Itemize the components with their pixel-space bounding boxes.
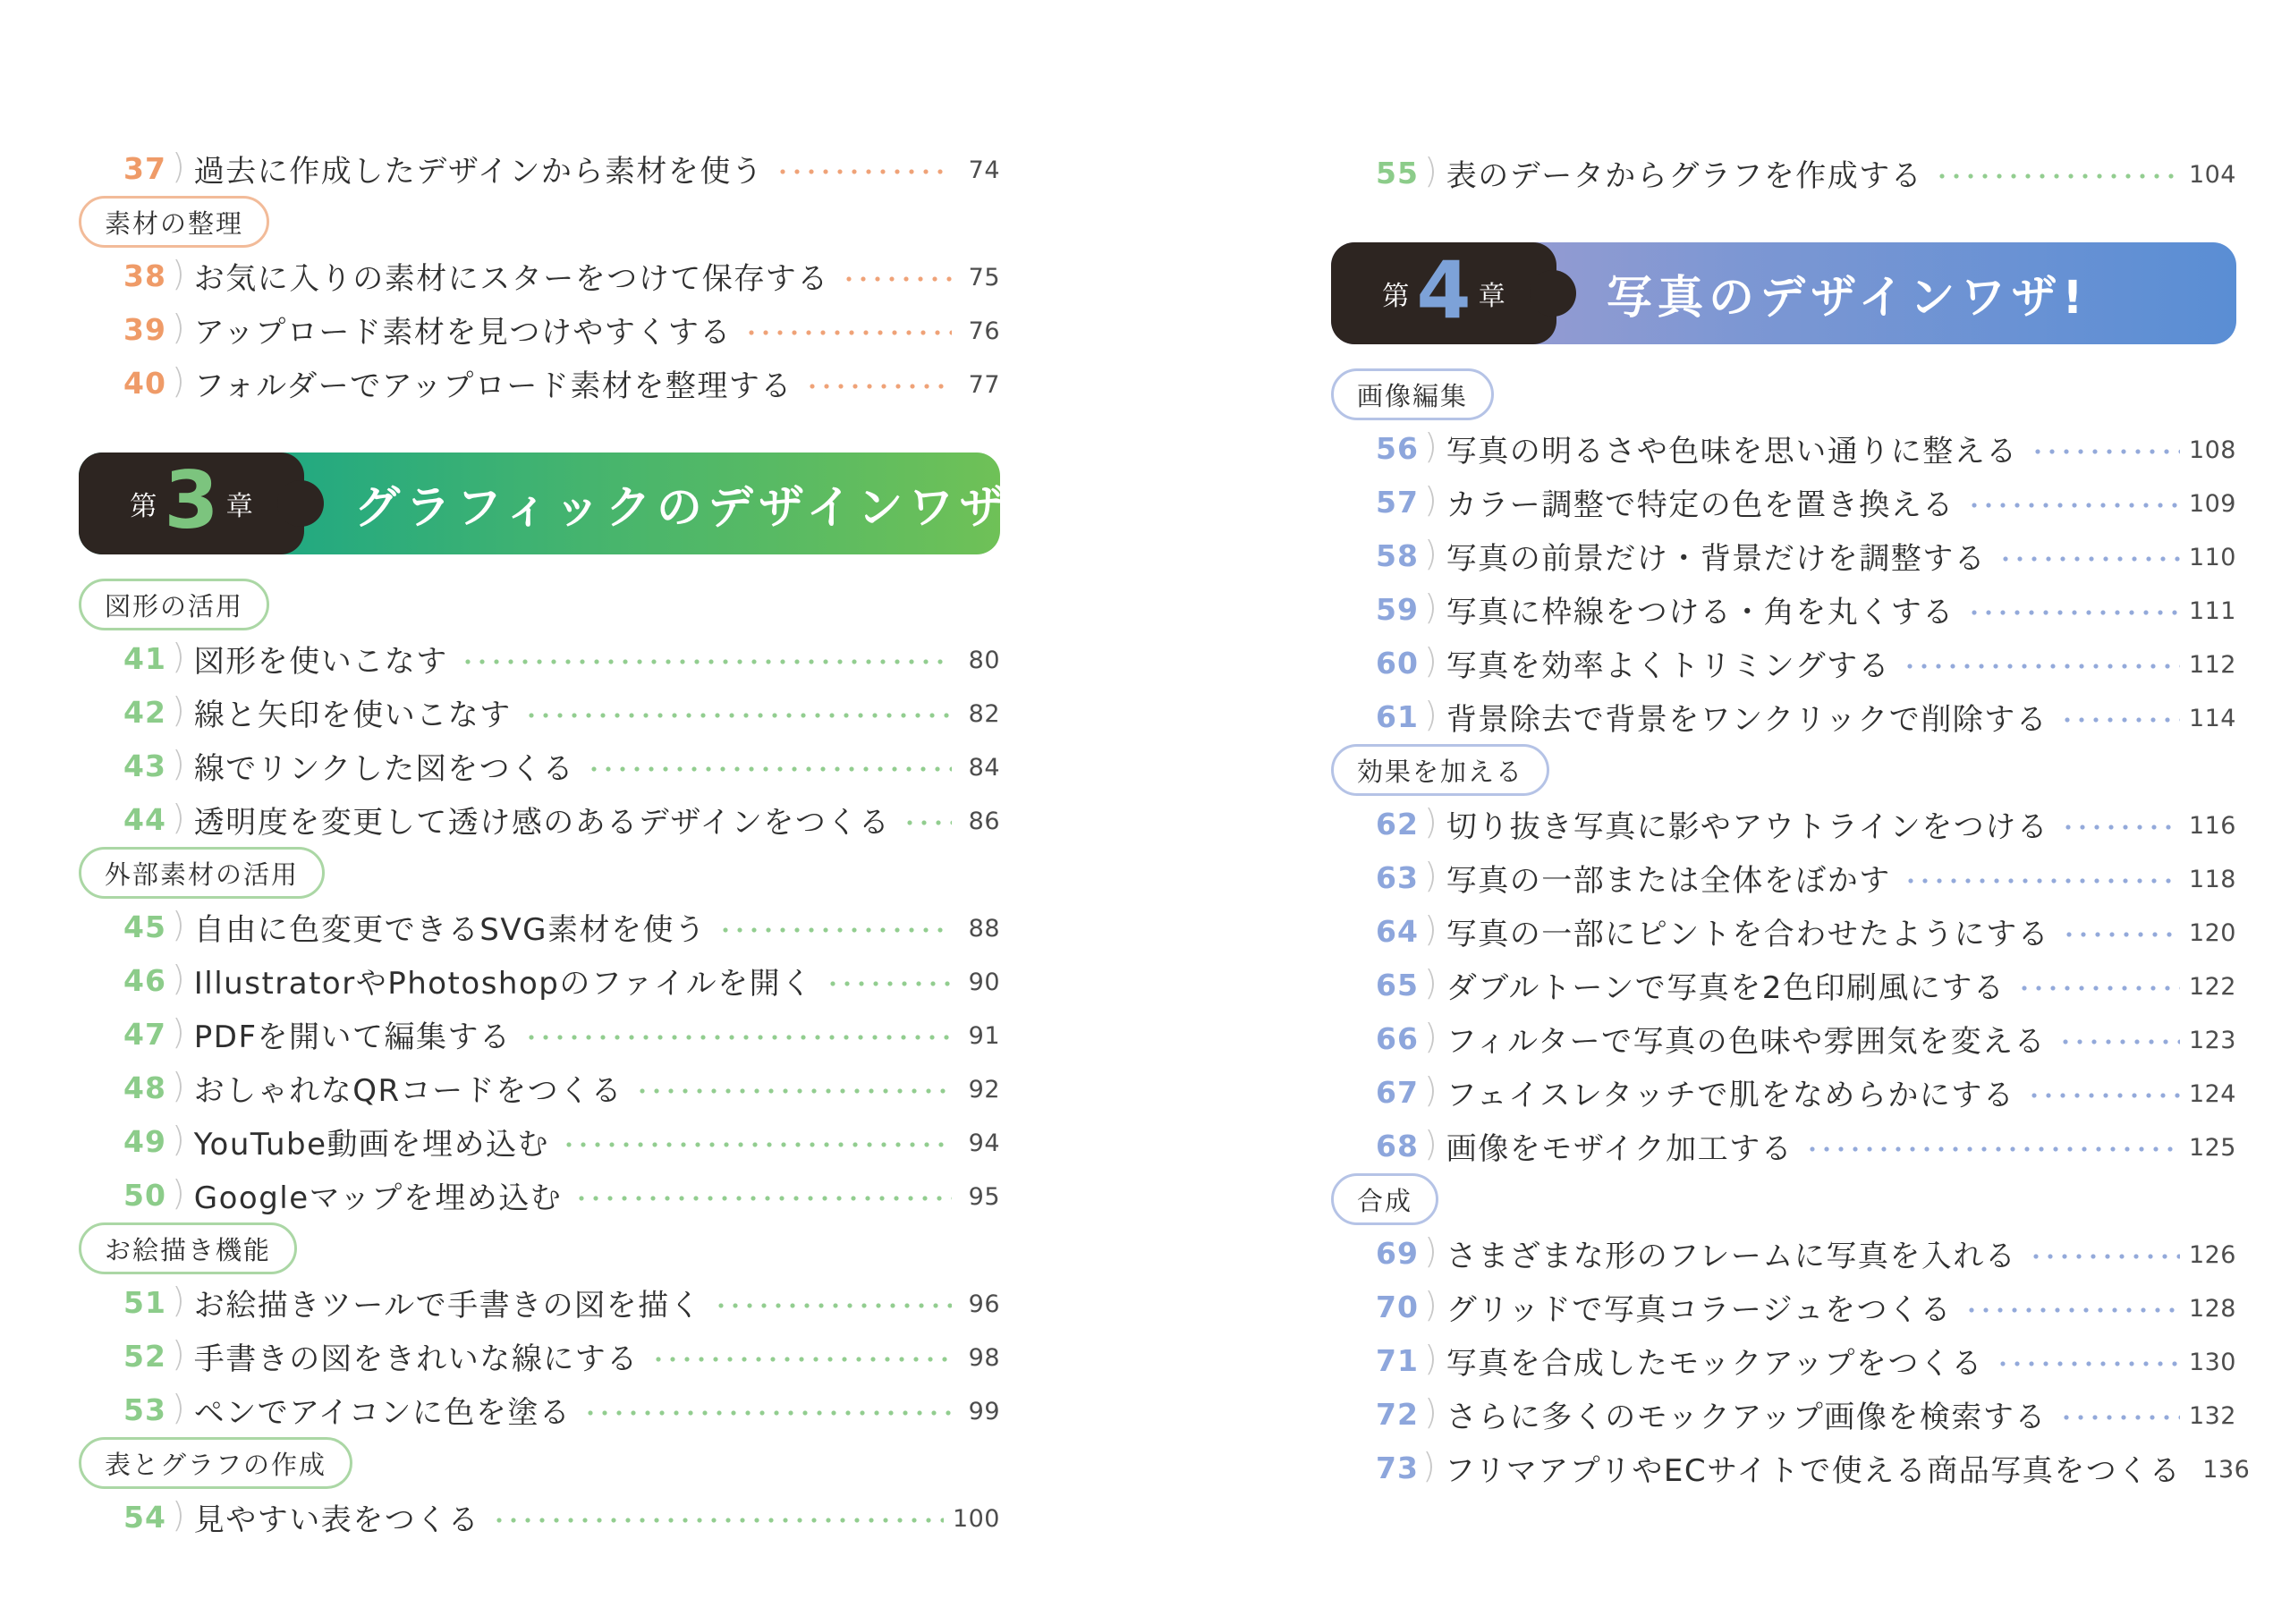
entry-number: 66 (1376, 1020, 1419, 1056)
dot-leader (2058, 1037, 2180, 1046)
entry-page-number: 88 (968, 914, 1000, 943)
entry-number-separator-icon: ) (1423, 909, 1438, 949)
dot-leader (1935, 172, 2180, 181)
toc-entry (1331, 1065, 2236, 1119)
entry-number: 70 (1376, 1289, 1419, 1324)
entry-title: グリッドで写真コラージュをつくる (1446, 1291, 1953, 1328)
dot-leader (1805, 1145, 2180, 1154)
entry-number-separator-icon: ) (171, 1012, 185, 1052)
chapter-number-block (79, 453, 304, 554)
section-badge-row (1331, 743, 2236, 797)
section-badge: お絵描き機能 (79, 1222, 297, 1274)
entry-page-number: 128 (2188, 1294, 2236, 1323)
entry-number-separator-icon: ) (1423, 963, 1438, 1002)
entry-title: 図形を使いこなす (193, 643, 448, 680)
entry-number-separator-icon: ) (171, 308, 185, 347)
dot-leader (562, 1140, 952, 1149)
chapter-number-block (1331, 242, 1556, 344)
toc-entry (79, 631, 1000, 685)
section-badge-row (1331, 368, 2236, 421)
entry-number: 47 (123, 1016, 166, 1052)
entry-title: さまざまな形のフレームに写真を入れる (1446, 1238, 2017, 1274)
toc-entry (79, 1114, 1000, 1168)
dot-leader (524, 711, 952, 720)
toc-entry (1331, 1280, 2236, 1333)
entry-page-number: 75 (968, 263, 1000, 292)
entry-number: 57 (1376, 484, 1419, 520)
entry-number-separator-icon: ) (171, 254, 185, 293)
dot-leader (2061, 823, 2180, 832)
entry-title: さらに多くのモックアップ画像を検索する (1446, 1399, 2047, 1435)
entry-page-number: 95 (968, 1182, 1000, 1211)
section-badge: 表とグラフの作成 (79, 1437, 352, 1489)
entry-number-separator-icon: ) (1423, 1392, 1438, 1432)
entry-page-number: 124 (2188, 1079, 2236, 1108)
section-badge: 効果を加える (1331, 744, 1549, 796)
dot-leader (2031, 447, 2180, 456)
dot-leader (2060, 715, 2180, 724)
entry-title: 表のデータからグラフを作成する (1446, 157, 1923, 194)
entry-number-separator-icon: ) (1423, 1124, 1438, 1163)
toc-entry (1331, 529, 2236, 582)
entry-number-separator-icon: ) (171, 1334, 185, 1374)
entry-number: 61 (1376, 698, 1419, 734)
entry-number-separator-icon: ) (1423, 588, 1438, 627)
dot-leader (2017, 984, 2180, 993)
toc-entry (1331, 1226, 2236, 1280)
entry-title: PDFを開いて編集する (193, 1019, 512, 1055)
entry-number-separator-icon: ) (171, 1388, 185, 1427)
entry-page-number: 116 (2188, 811, 2236, 840)
entry-number: 64 (1376, 913, 1419, 949)
entry-title: 見やすい表をつくる (193, 1501, 480, 1538)
toc-entry (79, 1168, 1000, 1222)
entry-page-number: 112 (2188, 650, 2236, 679)
toc-entry (79, 900, 1000, 953)
entry-number: 69 (1376, 1235, 1419, 1271)
toc-column-left (79, 0, 1037, 1544)
entry-page-number: 122 (2188, 972, 2236, 1001)
dot-leader (2059, 1413, 2180, 1422)
chapter-prefix: 第 (130, 491, 157, 522)
entry-title: Googleマップを埋め込む (193, 1180, 563, 1216)
entry-number: 62 (1376, 806, 1419, 842)
entry-page-number: 99 (968, 1397, 1000, 1425)
entry-title: 過去に作成したデザインから素材を使う (193, 153, 764, 190)
entry-number: 46 (123, 962, 166, 998)
entry-page-number: 111 (2188, 596, 2236, 625)
entry-page-number: 136 (2202, 1455, 2251, 1484)
section-badge: 外部素材の活用 (79, 847, 325, 899)
entry-number: 40 (123, 365, 166, 401)
entry-page-number: 120 (2188, 918, 2236, 947)
dot-leader (492, 1516, 944, 1525)
dot-leader (744, 328, 952, 337)
dot-leader (635, 1087, 952, 1095)
entry-number-separator-icon: ) (1423, 1231, 1438, 1271)
toc-entry (79, 302, 1000, 356)
entry-title: お絵描きツールで手書きの図を描く (193, 1287, 702, 1324)
entry-page-number: 118 (2188, 865, 2236, 893)
entry-number: 50 (123, 1177, 166, 1213)
entry-number-separator-icon: ) (1423, 427, 1438, 466)
section-badge-row (79, 578, 1000, 631)
chapter-banner (79, 453, 1037, 554)
entry-title: 手書きの図をきれいな線にする (193, 1341, 639, 1377)
entry-number: 63 (1376, 859, 1419, 895)
entry-page-number: 125 (2188, 1133, 2236, 1162)
entry-page-number: 110 (2188, 543, 2236, 571)
entry-number: 72 (1376, 1396, 1419, 1432)
dot-leader (718, 926, 952, 935)
entry-number-separator-icon: ) (1423, 856, 1438, 895)
chapter-suffix: 章 (1478, 281, 1505, 312)
chapter-suffix: 章 (225, 491, 253, 522)
toc-entry (79, 1490, 1000, 1544)
entry-number: 55 (1376, 155, 1419, 190)
toc-column-right (1331, 0, 2251, 1494)
entry-number-separator-icon: ) (1423, 1017, 1438, 1056)
dot-leader (2027, 1091, 2180, 1100)
section-badge-row (79, 195, 1000, 249)
dot-leader (574, 1194, 952, 1203)
entry-title: 写真の一部または全体をぼかす (1446, 862, 1891, 899)
entry-number: 43 (123, 748, 166, 783)
entry-page-number: 126 (2188, 1240, 2236, 1269)
entry-number-separator-icon: ) (171, 798, 185, 837)
toc-entry (79, 1007, 1000, 1061)
toc-entry (79, 739, 1000, 792)
entry-number: 73 (1376, 1450, 1419, 1485)
entry-page-number: 92 (968, 1075, 1000, 1104)
entry-number: 38 (123, 258, 166, 293)
dot-leader (826, 979, 952, 988)
dot-leader (776, 167, 952, 176)
dot-leader (587, 765, 952, 774)
entry-number-separator-icon: ) (171, 905, 185, 944)
entry-title: 背景除去で背景をワンクリックで削除する (1446, 701, 2048, 738)
entry-number: 48 (123, 1070, 166, 1105)
dot-leader (1964, 1306, 2180, 1315)
entry-page-number: 130 (2188, 1348, 2236, 1376)
entry-title: 線と矢印を使いこなす (193, 697, 512, 733)
entry-title: 写真に枠線をつける・角を丸くする (1446, 594, 1955, 630)
toc-entry (1331, 146, 2236, 199)
toc-entry (79, 1061, 1000, 1114)
entry-number: 60 (1376, 645, 1419, 681)
entry-title: お気に入りの素材にスターをつけて保存する (193, 260, 829, 297)
entry-page-number: 94 (968, 1129, 1000, 1157)
dot-leader (524, 1033, 952, 1042)
toc-entry (79, 792, 1000, 846)
entry-number-separator-icon: ) (171, 1066, 185, 1105)
dot-leader (583, 1408, 952, 1417)
entry-number: 44 (123, 801, 166, 837)
entry-number: 71 (1376, 1342, 1419, 1378)
entry-title: 写真の前景だけ・背景だけを調整する (1446, 540, 1987, 577)
entry-number-separator-icon: ) (1423, 480, 1438, 520)
entry-number-separator-icon: ) (1423, 534, 1438, 573)
toc-entry (1331, 1333, 2236, 1387)
dot-leader (2062, 930, 2180, 939)
entry-number-separator-icon: ) (171, 959, 185, 998)
entry-number-separator-icon: ) (171, 1120, 185, 1159)
toc-entry (1331, 1441, 2251, 1494)
section-badge-row (1331, 1172, 2236, 1226)
toc-entry (1331, 850, 2236, 904)
entry-title: 自由に色変更できるSVG素材を使う (193, 911, 707, 948)
toc-entry (1331, 421, 2236, 475)
entry-title: 画像をモザイク加工する (1446, 1130, 1794, 1167)
chapter-banner (1331, 242, 2236, 344)
entry-number-separator-icon: ) (1423, 1285, 1438, 1324)
entry-page-number: 109 (2188, 489, 2236, 518)
entry-number-separator-icon: ) (171, 147, 185, 186)
entry-number: 68 (1376, 1128, 1419, 1163)
entry-title: ダブルトーンで写真を2色印刷風にする (1446, 969, 2006, 1006)
chapter-number: 3 (164, 454, 219, 546)
entry-number-separator-icon: ) (1423, 641, 1438, 681)
entry-number-separator-icon: ) (171, 1281, 185, 1320)
dot-leader (1996, 1359, 2180, 1368)
section-badge-row (79, 846, 1000, 900)
entry-number: 58 (1376, 537, 1419, 573)
entry-page-number: 80 (968, 646, 1000, 674)
entry-title: IllustratorやPhotoshopのファイルを開く (193, 965, 813, 1002)
entry-page-number: 98 (968, 1343, 1000, 1372)
entry-page-number: 76 (968, 317, 1000, 345)
toc-entry (1331, 636, 2236, 689)
dot-leader (714, 1301, 952, 1310)
dot-leader (651, 1355, 952, 1364)
entry-number-separator-icon: ) (171, 690, 185, 730)
toc-entry (1331, 1011, 2236, 1065)
entry-number: 56 (1376, 430, 1419, 466)
entry-title: アップロード素材を見つけやすくする (193, 314, 732, 351)
entry-number-separator-icon: ) (1423, 695, 1438, 734)
entry-title: フィルターで写真の色味や雰囲気を変える (1446, 1023, 2047, 1060)
entry-page-number: 100 (952, 1504, 1000, 1533)
entry-number: 37 (123, 150, 166, 186)
dot-leader (805, 382, 952, 391)
entry-number: 45 (123, 909, 166, 944)
entry-number-separator-icon: ) (1422, 1446, 1436, 1485)
entry-number-separator-icon: ) (171, 637, 185, 676)
entry-page-number: 104 (2188, 160, 2236, 189)
entry-page-number: 91 (968, 1021, 1000, 1050)
chapter-prefix: 第 (1382, 281, 1410, 312)
entry-number: 52 (123, 1338, 166, 1374)
entry-page-number: 86 (968, 807, 1000, 835)
entry-number-separator-icon: ) (171, 744, 185, 783)
chapter-number: 4 (1416, 244, 1472, 336)
dot-leader (1967, 608, 2180, 617)
entry-number-separator-icon: ) (1423, 1339, 1438, 1378)
entry-number: 53 (123, 1391, 166, 1427)
entry-number-separator-icon: ) (1423, 802, 1438, 842)
dot-leader (1904, 876, 2180, 885)
entry-page-number: 132 (2188, 1401, 2236, 1430)
entry-title: 線でリンクした図をつくる (193, 750, 575, 787)
toc-entry (1331, 1119, 2236, 1172)
chapter-title: グラフィックのデザインワザ! (354, 482, 1037, 535)
toc-entry (1331, 689, 2236, 743)
dot-leader (2029, 1252, 2180, 1261)
dot-leader (1967, 501, 2180, 510)
toc-entry (79, 1329, 1000, 1383)
entry-number-separator-icon: ) (1423, 151, 1438, 190)
toc-entry (79, 953, 1000, 1007)
toc-entry (79, 141, 1000, 195)
entry-title: 写真を効率よくトリミングする (1446, 647, 1891, 684)
entry-number: 41 (123, 640, 166, 676)
section-badge: 図形の活用 (79, 579, 269, 630)
dot-leader (1998, 554, 2180, 563)
entry-number: 54 (123, 1499, 166, 1535)
entry-number-separator-icon: ) (171, 1173, 185, 1213)
toc-entry (1331, 904, 2236, 958)
entry-number-separator-icon: ) (171, 1495, 185, 1535)
entry-title: 写真を合成したモックアップをつくる (1446, 1345, 1983, 1382)
toc-entry (79, 356, 1000, 410)
entry-number: 42 (123, 694, 166, 730)
entry-number-separator-icon: ) (1423, 1070, 1438, 1110)
entry-title: YouTube動画を埋め込む (193, 1126, 550, 1163)
section-badge: 素材の整理 (79, 196, 269, 248)
entry-number: 51 (123, 1284, 166, 1320)
entry-page-number: 90 (968, 968, 1000, 996)
entry-page-number: 74 (968, 156, 1000, 184)
entry-page-number: 123 (2188, 1026, 2236, 1054)
entry-number: 39 (123, 311, 166, 347)
toc-entry (79, 1383, 1000, 1436)
entry-number: 59 (1376, 591, 1419, 627)
entry-title: フォルダーでアップロード素材を整理する (193, 368, 793, 404)
toc-entry (1331, 1387, 2236, 1441)
chapter-title: 写真のデザインワザ! (1607, 272, 2089, 325)
dot-leader (1903, 662, 2180, 671)
toc-entry (1331, 475, 2236, 529)
entry-page-number: 108 (2188, 436, 2236, 464)
entry-title: 写真の明るさや色味を思い通りに整える (1446, 433, 2018, 469)
toc-entry (1331, 797, 2236, 850)
toc-entry (1331, 582, 2236, 636)
entry-title: 透明度を変更して透け感のあるデザインをつくる (193, 804, 891, 841)
section-badge: 合成 (1331, 1173, 1438, 1225)
entry-title: おしゃれなQRコードをつくる (193, 1072, 623, 1109)
entry-number-separator-icon: ) (171, 361, 185, 401)
toc-entry (1331, 958, 2236, 1011)
entry-title: カラー調整で特定の色を置き換える (1446, 486, 1955, 523)
entry-title: ペンでアイコンに色を塗る (193, 1394, 572, 1431)
entry-number: 67 (1376, 1074, 1419, 1110)
entry-title: フリマアプリやECサイトで使える商品写真をつくる (1444, 1452, 2182, 1489)
dot-leader (842, 275, 952, 283)
dot-leader (461, 657, 952, 666)
entry-page-number: 114 (2188, 704, 2236, 732)
entry-page-number: 77 (968, 370, 1000, 399)
toc-entry (79, 1275, 1000, 1329)
entry-title: 切り抜き写真に影やアウトラインをつける (1446, 808, 2049, 845)
toc-entry (79, 685, 1000, 739)
entry-page-number: 96 (968, 1290, 1000, 1318)
entry-page-number: 82 (968, 699, 1000, 728)
entry-number: 65 (1376, 967, 1419, 1002)
entry-title: フェイスレタッチで肌をなめらかにする (1446, 1077, 2015, 1113)
section-badge-row (79, 1222, 1000, 1275)
section-badge: 画像編集 (1331, 368, 1494, 420)
toc-entry (79, 249, 1000, 302)
entry-title: 写真の一部にピントを合わせたようにする (1446, 916, 2050, 952)
dot-leader (903, 818, 952, 827)
entry-number: 49 (123, 1123, 166, 1159)
section-badge-row (79, 1436, 1000, 1490)
entry-page-number: 84 (968, 753, 1000, 782)
